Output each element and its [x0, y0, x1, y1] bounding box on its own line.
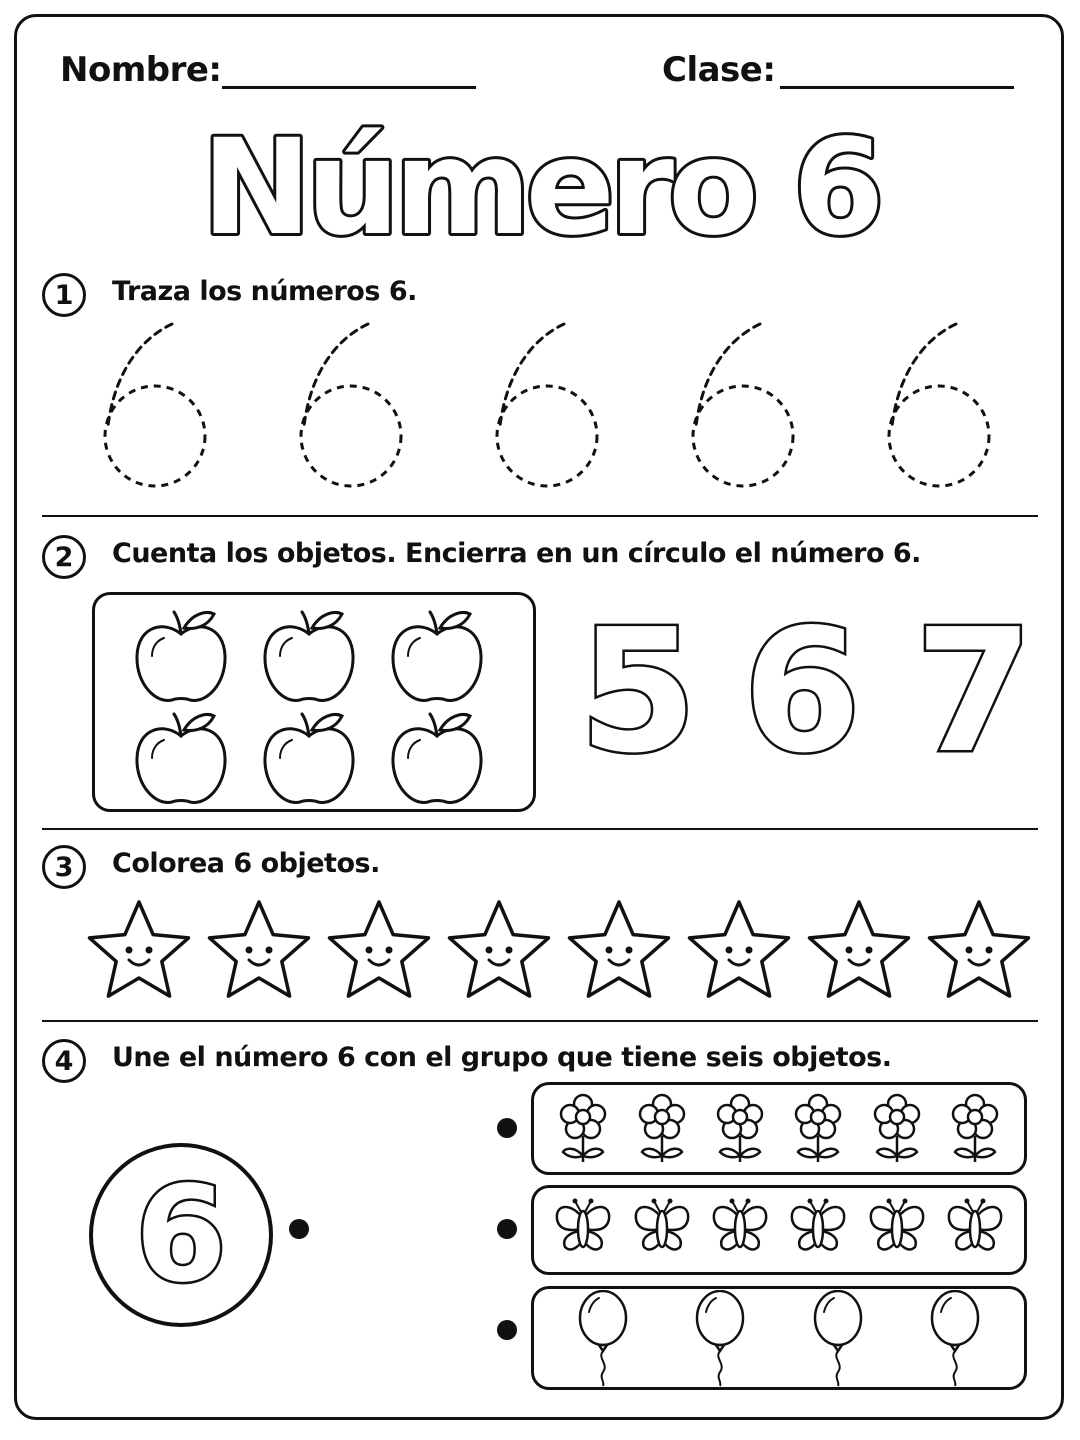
divider — [42, 515, 1038, 517]
butterfly-icon — [553, 1195, 613, 1271]
flower-icon — [553, 1090, 613, 1166]
flower-icon — [945, 1090, 1005, 1166]
apple-icon — [390, 606, 485, 706]
balloon-icon — [690, 1290, 750, 1390]
section-3-instruction: Colorea 6 objetos. — [112, 848, 380, 879]
flower-icon — [867, 1090, 927, 1166]
balloon-icon — [925, 1290, 985, 1390]
smiling-star-icon[interactable] — [84, 894, 194, 1004]
section-1-instruction: Traza los números 6. — [112, 276, 417, 307]
apple-icon — [262, 606, 357, 706]
name-field-line[interactable] — [222, 86, 476, 89]
trace-six-icon[interactable] — [492, 318, 612, 493]
section-3-number: 3 — [42, 845, 86, 889]
trace-six-icon[interactable] — [296, 318, 416, 493]
section-2-number: 2 — [42, 535, 86, 579]
divider — [42, 1020, 1038, 1022]
apple-icon — [390, 708, 485, 808]
smiling-star-icon[interactable] — [684, 894, 794, 1004]
class-field-line[interactable] — [780, 86, 1014, 89]
butterfly-icon — [867, 1195, 927, 1271]
target-number-circle — [86, 1140, 276, 1330]
flower-icon — [788, 1090, 848, 1166]
name-label: Nombre: — [60, 50, 222, 90]
target-connect-dot[interactable] — [289, 1219, 309, 1239]
trace-six-icon[interactable] — [100, 318, 220, 493]
balloon-group-dot[interactable] — [497, 1320, 517, 1340]
trace-six-icon[interactable] — [884, 318, 1004, 493]
smiling-star-icon[interactable] — [444, 894, 554, 1004]
page-title-text: Número 6 — [201, 111, 879, 258]
smiling-star-icon[interactable] — [924, 894, 1034, 1004]
class-label: Clase: — [662, 50, 776, 90]
divider — [42, 828, 1038, 830]
flower-group-dot[interactable] — [497, 1118, 517, 1138]
apple-icon — [262, 708, 357, 808]
choice-number-7[interactable]: 7 — [914, 600, 1034, 790]
balloon-icon — [573, 1290, 633, 1390]
section-4-instruction: Une el número 6 con el grupo que tiene seis objetos. — [112, 1042, 892, 1073]
page-title — [140, 108, 940, 258]
butterfly-group-dot[interactable] — [497, 1219, 517, 1239]
choice-number-5[interactable]: 5 — [578, 600, 698, 790]
choice-number-6[interactable]: 6 — [742, 600, 862, 790]
butterfly-icon — [632, 1195, 692, 1271]
smiling-star-icon[interactable] — [324, 894, 434, 1004]
number-choices — [570, 600, 1040, 790]
smiling-star-icon[interactable] — [564, 894, 674, 1004]
apple-icon — [134, 606, 229, 706]
trace-six-icon[interactable] — [688, 318, 808, 493]
flower-icon — [632, 1090, 692, 1166]
butterfly-icon — [788, 1195, 848, 1271]
apple-icon — [134, 708, 229, 808]
smiling-star-icon[interactable] — [204, 894, 314, 1004]
section-2-instruction: Cuenta los objetos. Encierra en un círculo el número 6. — [112, 538, 921, 569]
section-4-number: 4 — [42, 1039, 86, 1083]
butterfly-icon — [710, 1195, 770, 1271]
flower-icon — [710, 1090, 770, 1166]
target-number: 6 — [135, 1158, 227, 1312]
balloon-icon — [808, 1290, 868, 1390]
butterfly-icon — [945, 1195, 1005, 1271]
section-1-number: 1 — [42, 273, 86, 317]
smiling-star-icon[interactable] — [804, 894, 914, 1004]
